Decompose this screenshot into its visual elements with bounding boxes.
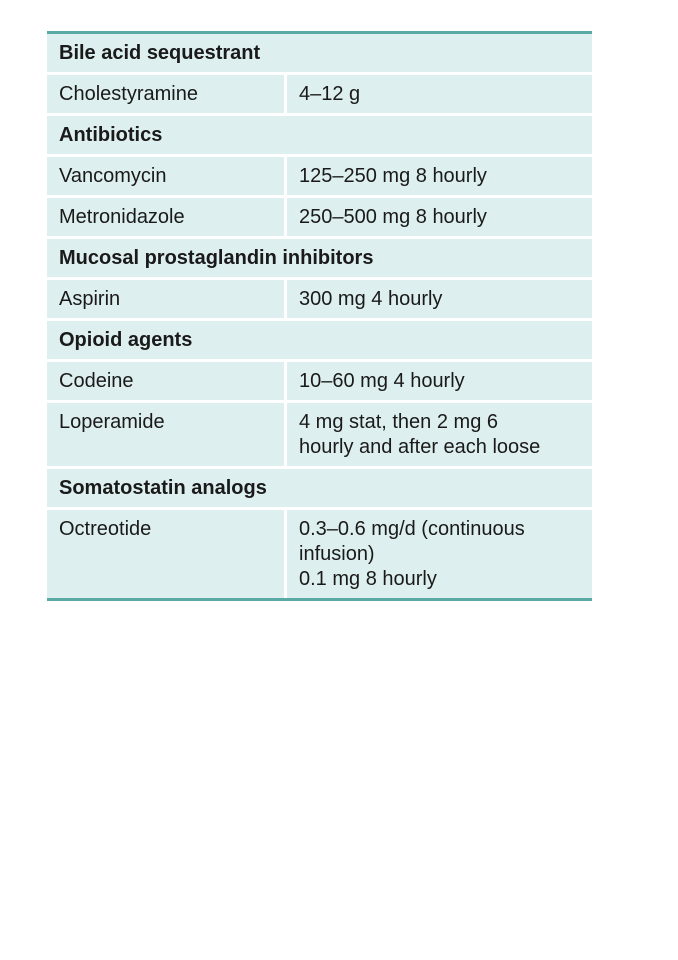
- drug-name: Octreotide: [47, 510, 284, 598]
- dose-cell: [287, 280, 592, 318]
- drug-name: Aspirin: [47, 280, 284, 318]
- drug-name: Vancomycin: [47, 157, 284, 195]
- drug-name: Metronidazole: [47, 198, 284, 236]
- section-label: Bile acid sequestrant: [47, 34, 592, 72]
- section-label: Antibiotics: [47, 116, 592, 154]
- dose-cell: [287, 198, 592, 236]
- table-row: [47, 510, 592, 598]
- drug-name: Codeine: [47, 362, 284, 400]
- table-row: [47, 403, 592, 466]
- dose-text: 250–500 mg 8 hourly: [299, 206, 487, 228]
- dose-text-line-2: infusion): [299, 543, 375, 565]
- dose-text: 300 mg 4 hourly: [299, 288, 443, 310]
- table-row: [47, 198, 592, 236]
- dose-cell: [287, 510, 592, 598]
- dose-text-line-1: 4 mg stat, then 2 mg 6: [299, 411, 498, 433]
- drug-name: Cholestyramine: [47, 75, 284, 113]
- dose-text-line-2: hourly and after each loose: [299, 436, 541, 458]
- section-header-row: [47, 469, 592, 507]
- section-header-row: [47, 34, 592, 72]
- table-row: [47, 280, 592, 318]
- dose-text-line-1: 0.3–0.6 mg/d (continuous: [299, 518, 525, 540]
- section-header-row: [47, 239, 592, 277]
- section-header-row: [47, 116, 592, 154]
- table-row: [47, 157, 592, 195]
- section-label: Opioid agents: [47, 321, 592, 359]
- dose-text: 10–60 mg 4 hourly: [299, 370, 465, 392]
- section-header-row: [47, 321, 592, 359]
- table-row: [47, 75, 592, 113]
- table-row: [47, 362, 592, 400]
- dose-cell: [287, 75, 592, 113]
- dose-text: 4–12 g: [299, 83, 361, 105]
- dose-text: 125–250 mg 8 hourly: [299, 165, 487, 187]
- dose-cell: [287, 403, 592, 466]
- section-label: Mucosal prostaglandin inhibitors: [47, 239, 592, 277]
- dose-text-line-3: 0.1 mg 8 hourly: [299, 568, 437, 590]
- dose-cell: [287, 362, 592, 400]
- drug-name: Loperamide: [47, 403, 284, 466]
- section-label: Somatostatin analogs: [47, 469, 592, 507]
- dose-cell: [287, 157, 592, 195]
- drug-dosage-table: [47, 31, 592, 601]
